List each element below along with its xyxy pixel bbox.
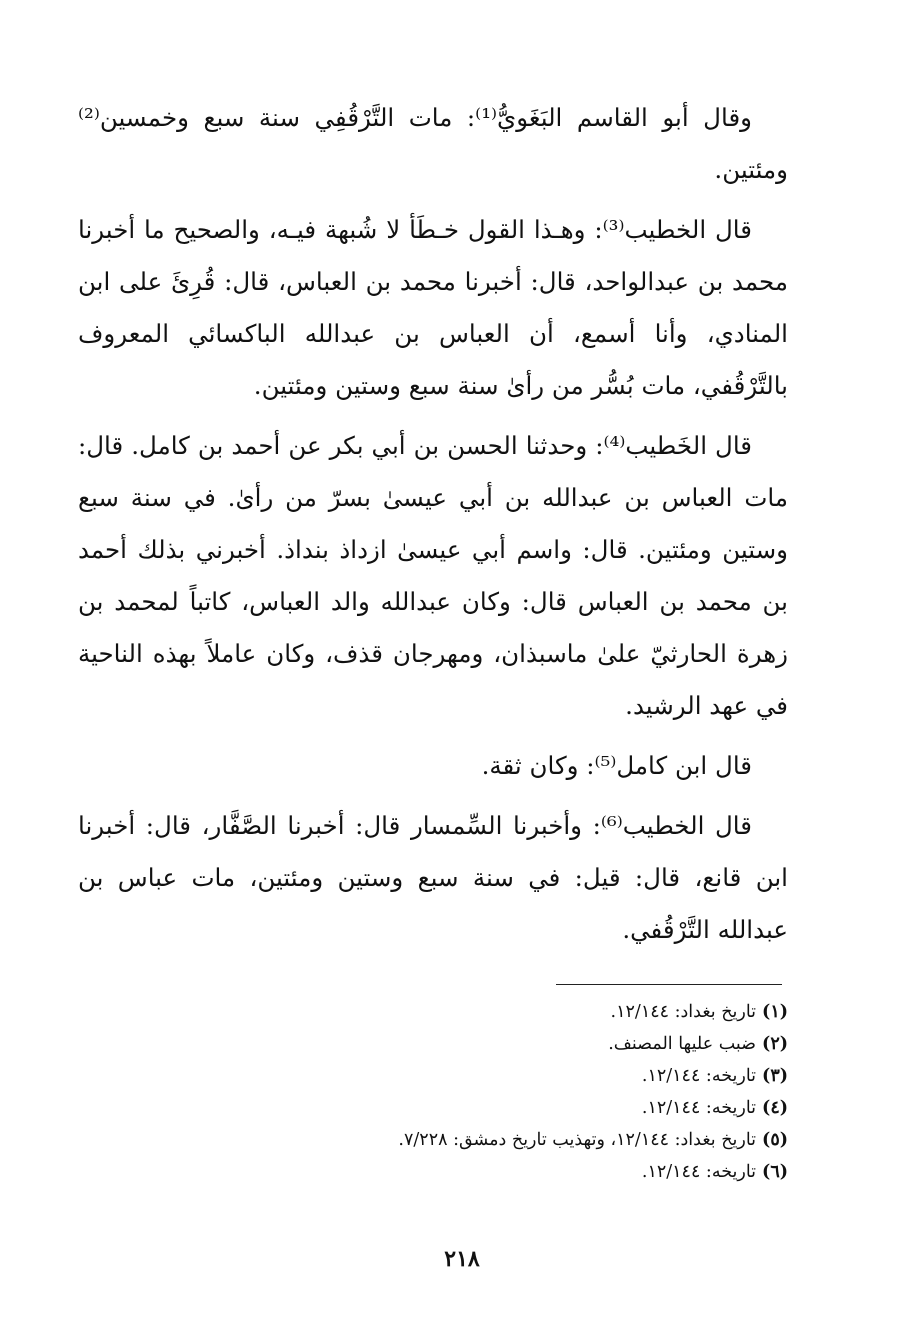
page-number: ٢١٨ xyxy=(444,1246,480,1272)
footnote-number: (٤) xyxy=(762,1098,788,1118)
footnote-2 xyxy=(200,1028,788,1060)
footnote-number: (٣) xyxy=(762,1066,788,1086)
main-text xyxy=(78,92,788,964)
footnote-text: تاريخه: ١٢/١٤٤. xyxy=(641,1066,757,1086)
footnote-1 xyxy=(200,996,788,1028)
footnote-6 xyxy=(200,1156,788,1188)
paragraph-5: قال الخطيب⁽⁶⁾: وأخبرنا السِّمسار قال: أخبرنا الصَّفَّار، قال: أخبرنا ابن قانع، قال: قيل: في سنة سبع وستين ومئتين، مات عباس بن عبدالله التَّرْقُفي. xyxy=(78,811,788,944)
paragraph-1: وقال أبو القاسم البَغَويُّ⁽¹⁾: مات التَّرْقُفِي سنة سبع وخمسين⁽²⁾ ومئتين. xyxy=(78,103,788,184)
paragraph-4: قال ابن كامل⁽⁵⁾: وكان ثقة. xyxy=(481,751,752,780)
footnote-number: (٥) xyxy=(762,1130,788,1150)
footnote-text: تاريخ بغداد: ١٢/١٤٤. xyxy=(610,1002,757,1022)
footnotes-divider xyxy=(556,984,782,985)
footnote-5 xyxy=(200,1124,788,1156)
footnote-number: (٢) xyxy=(762,1034,788,1054)
paragraph-2: قال الخطيب⁽³⁾: وهـذا القول خـطَأ لا شُبهة فيـه، والصحيح ما أخبرنا محمد بن عبدالواحد، قال: أخبرنا محمد بن العباس، قال: قُرِئَ على ابن المنادي، وأنا أسمع، أن العباس بن عبدالله الباكسائي المعروف بالتَّرْقُفي، مات بُسُّر من رأىٰ سنة سبع وستين ومئتين. xyxy=(78,215,788,400)
footnotes xyxy=(200,996,788,1188)
footnote-text: تاريخ بغداد: ١٢/١٤٤، وتهذيب تاريخ دمشق: ٧/٢٢٨. xyxy=(398,1130,757,1150)
footnote-number: (٦) xyxy=(762,1162,788,1182)
paragraph-3: قال الخَطيب⁽⁴⁾: وحدثنا الحسن بن أبي بكر عن أحمد بن كامل. قال: مات العباس بن عبدالله بن أبي عيسىٰ بسرّ من رأىٰ. في سنة سبع وستين ومئتين. قال: واسم أبي عيسىٰ ازداذ بنداذ. أخبرني بذلك أحمد بن محمد بن العباس قال: وكان عبدالله والد العباس، كاتباً لمحمد بن زهرة الحارثيّ علىٰ ماسبذان، ومهرجان قذف، وكان عاملاً بهذه الناحية في عهد الرشيد. xyxy=(78,431,788,720)
footnote-text: ضبب عليها المصنف. xyxy=(608,1034,757,1054)
footnote-text: تاريخه: ١٢/١٤٤. xyxy=(641,1162,757,1182)
footnote-3 xyxy=(200,1060,788,1092)
footnote-number: (١) xyxy=(762,1002,788,1022)
footnote-4 xyxy=(200,1092,788,1124)
footnote-text: تاريخه: ١٢/١٤٤. xyxy=(641,1098,757,1118)
